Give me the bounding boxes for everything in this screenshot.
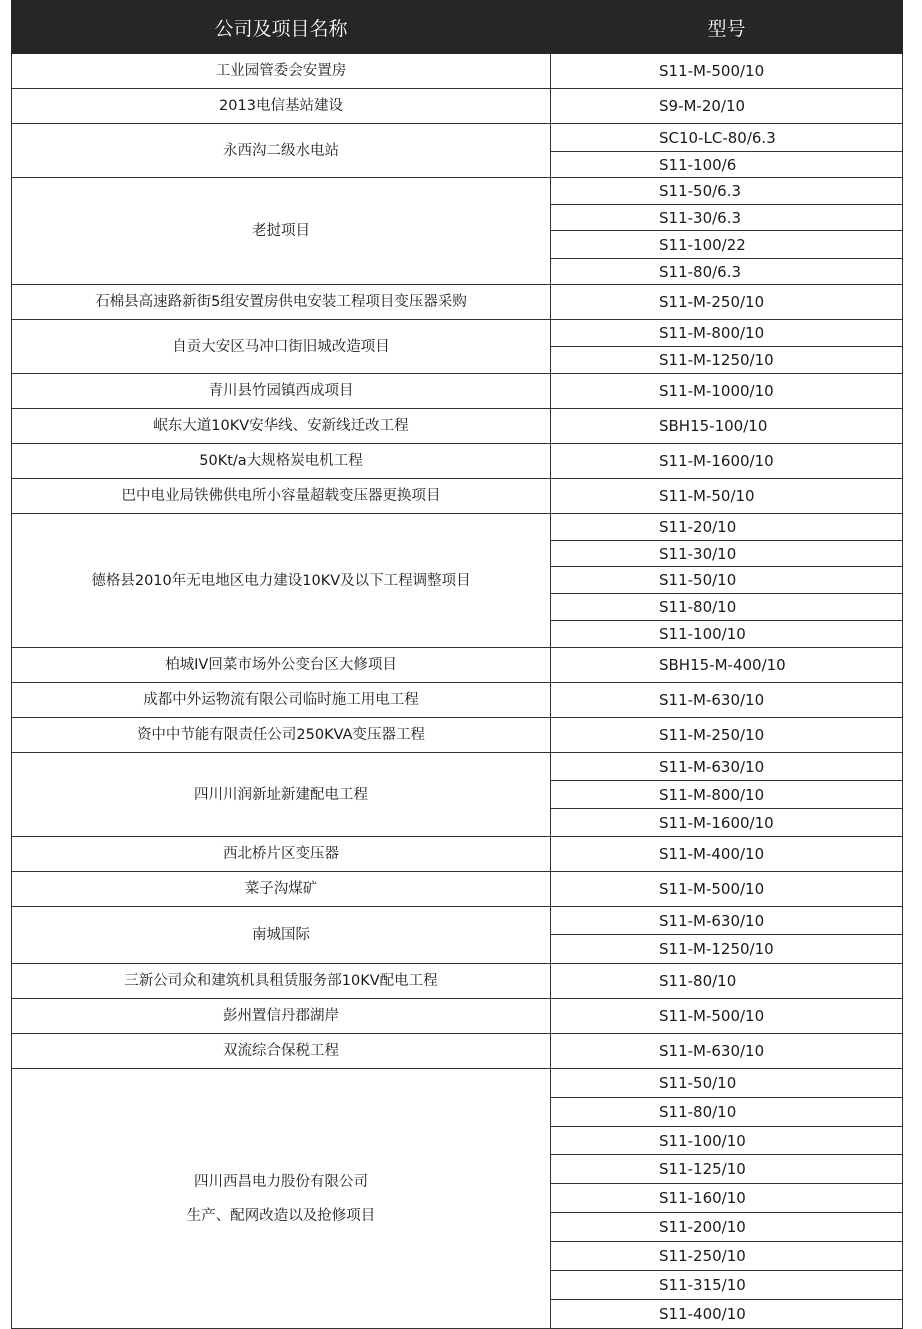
project-name-cell <box>12 1034 551 1069</box>
project-model-table <box>11 0 903 1329</box>
project-name-line: 成都中外运物流有限公司临时施工用电工程 <box>143 692 419 708</box>
model-cell: S11-M-630/10 <box>551 1034 903 1069</box>
table-row <box>12 54 903 89</box>
model-cell: S11-M-500/10 <box>551 872 903 907</box>
model-cell: S11-80/10 <box>551 964 903 999</box>
model-cell: S11-80/6.3 <box>551 259 903 285</box>
model-cell: SBH15-M-400/10 <box>551 648 903 683</box>
project-name-line: 永西沟二级水电站 <box>223 142 339 159</box>
project-name-cell <box>12 753 551 837</box>
project-name-cell <box>12 89 551 124</box>
table-row <box>12 683 903 718</box>
model-cell: S11-M-250/10 <box>551 718 903 753</box>
model-cell: S11-250/10 <box>551 1242 903 1271</box>
project-name-line: 生产、配网改造以及抢修项目 <box>186 1207 376 1224</box>
model-cell: S11-30/10 <box>551 541 903 567</box>
table-row <box>12 479 903 514</box>
table-header-row <box>12 1 903 54</box>
model-cell: S11-M-50/10 <box>551 479 903 514</box>
project-name-cell <box>12 514 551 648</box>
project-name-cell <box>12 872 551 907</box>
model-cell: S11-M-1600/10 <box>551 444 903 479</box>
project-name-cell <box>12 285 551 320</box>
project-name-cell <box>12 718 551 753</box>
table-row <box>12 178 903 205</box>
project-name-cell <box>12 837 551 872</box>
table-row <box>12 285 903 320</box>
project-name-cell <box>12 479 551 514</box>
project-name-line: 资中中节能有限责任公司250KVA变压器工程 <box>136 727 426 743</box>
project-name-cell <box>12 964 551 999</box>
model-cell: S11-50/10 <box>551 567 903 594</box>
table-row <box>12 718 903 753</box>
project-name-cell <box>12 648 551 683</box>
project-name-line: 岷东大道10KV安华线、安新线迁改工程 <box>153 418 409 434</box>
model-cell: S11-M-400/10 <box>551 837 903 872</box>
table-row <box>12 409 903 444</box>
header-model: 型号 <box>551 1 903 54</box>
project-name-line: 菜子沟煤矿 <box>244 881 318 897</box>
model-cell: S11-M-500/10 <box>551 54 903 89</box>
model-cell: S11-M-800/10 <box>551 781 903 809</box>
project-table-container <box>11 0 902 1329</box>
model-cell: S11-80/10 <box>551 594 903 621</box>
project-name-line: 南城国际 <box>252 927 310 943</box>
model-cell: S11-160/10 <box>551 1184 903 1213</box>
model-cell: S11-100/10 <box>551 621 903 648</box>
table-row <box>12 514 903 541</box>
model-cell: S11-20/10 <box>551 514 903 541</box>
project-name-cell <box>12 54 551 89</box>
table-row <box>12 753 903 781</box>
project-name-line: 四川川润新址新建配电工程 <box>194 786 368 803</box>
project-name-cell <box>12 683 551 718</box>
model-cell: S11-50/6.3 <box>551 178 903 205</box>
model-cell: S11-400/10 <box>551 1300 903 1329</box>
project-name-line: 青川县竹园镇西成项目 <box>208 383 354 399</box>
model-cell: S9-M-20/10 <box>551 89 903 124</box>
table-row <box>12 648 903 683</box>
model-cell: S11-M-1250/10 <box>551 347 903 374</box>
table-row <box>12 124 903 152</box>
header-project: 公司及项目名称 <box>12 1 551 54</box>
table-row <box>12 444 903 479</box>
model-cell: S11-M-250/10 <box>551 285 903 320</box>
project-name-line: 彭州置信丹郡湖岸 <box>223 1008 339 1024</box>
model-cell: S11-100/6 <box>551 152 903 178</box>
project-name-cell <box>12 374 551 409</box>
model-cell: SC10-LC-80/6.3 <box>551 124 903 152</box>
model-cell: S11-M-1000/10 <box>551 374 903 409</box>
table-row <box>12 907 903 935</box>
table-row <box>12 320 903 347</box>
model-cell: S11-30/6.3 <box>551 205 903 231</box>
project-name-cell <box>12 907 551 964</box>
project-name-cell <box>12 178 551 285</box>
model-cell: S11-M-500/10 <box>551 999 903 1034</box>
model-cell: S11-M-630/10 <box>551 683 903 718</box>
model-cell: S11-200/10 <box>551 1213 903 1242</box>
project-name-cell <box>12 1069 551 1329</box>
model-cell: S11-M-800/10 <box>551 320 903 347</box>
model-cell: S11-M-1600/10 <box>551 809 903 837</box>
project-name-cell <box>12 999 551 1034</box>
model-cell: S11-125/10 <box>551 1155 903 1184</box>
project-name-line: 三新公司众和建筑机具租赁服务部10KV配电工程 <box>124 973 438 989</box>
project-name-line: 巴中电业局铁佛供电所小容量超载变压器更换项目 <box>121 488 441 504</box>
model-cell: S11-315/10 <box>551 1271 903 1300</box>
model-cell: S11-100/22 <box>551 231 903 259</box>
project-name-line: 德格县2010年无电地区电力建设10KV及以下工程调整项目 <box>91 572 471 589</box>
table-row <box>12 872 903 907</box>
table-row <box>12 374 903 409</box>
model-cell: S11-M-630/10 <box>551 907 903 935</box>
model-cell: SBH15-100/10 <box>551 409 903 444</box>
table-row <box>12 89 903 124</box>
table-row <box>12 964 903 999</box>
model-cell: S11-M-1250/10 <box>551 935 903 964</box>
table-row <box>12 1034 903 1069</box>
project-name-line: 2013电信基站建设 <box>219 98 343 114</box>
model-cell: S11-80/10 <box>551 1098 903 1127</box>
project-name-line: 西北桥片区变压器 <box>223 846 339 862</box>
project-name-cell <box>12 444 551 479</box>
project-name-line: 石棉县高速路新街5组安置房供电安装工程项目变压器采购 <box>95 294 467 310</box>
project-name-line: 老挝项目 <box>252 223 310 239</box>
model-cell: S11-50/10 <box>551 1069 903 1098</box>
table-row <box>12 1069 903 1098</box>
model-cell: S11-M-630/10 <box>551 753 903 781</box>
project-name-line: 自贡大安区马冲口街旧城改造项目 <box>172 338 390 355</box>
table-row <box>12 999 903 1034</box>
project-name-cell <box>12 124 551 178</box>
model-cell: S11-100/10 <box>551 1127 903 1155</box>
table-body <box>12 54 903 1329</box>
project-name-cell <box>12 320 551 374</box>
project-name-line: 50Kt/a大规格炭电机工程 <box>199 453 363 469</box>
project-name-line: 工业园管委会安置房 <box>215 63 347 79</box>
project-name-line: 双流综合保税工程 <box>223 1043 339 1059</box>
project-name-line: 四川西昌电力股份有限公司 <box>194 1173 368 1190</box>
project-name-cell <box>12 409 551 444</box>
project-name-line: 柏城IV回菜市场外公变台区大修项目 <box>165 657 397 673</box>
table-row <box>12 837 903 872</box>
